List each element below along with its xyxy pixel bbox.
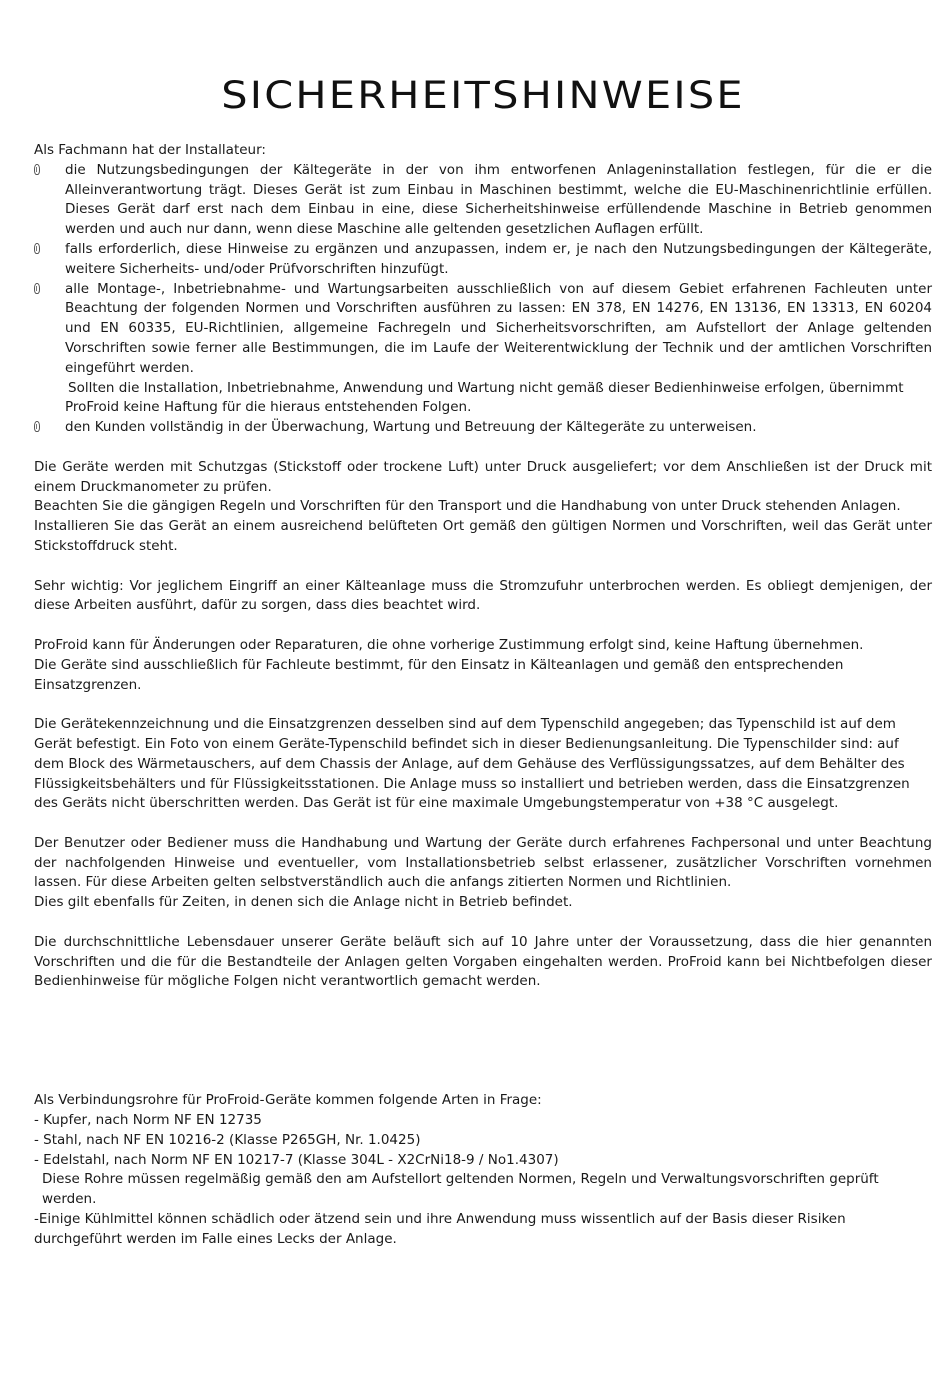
list-item-text: die Nutzungsbedingungen der Kältegeräte in der von ihm entworfenen Anlageninstallation festlegen, für die er die Alleinverantwortung trägt. Dieses Gerät ist zum Einbau in Maschinen bestimmt, welche die EU-Maschinenrichtlinie erfüllen. Dieses Gerät darf erst nach dem Einbau in eine, diese Sicherheitshinweise erfüllendende Maschine in Betrieb genommen werden und auch nur dann, wenn diese Maschine alle geltenden gesetzlichen Auflagen erfüllt.: [65, 161, 932, 238]
transport-rules-paragraph: Beachten Sie die gängigen Regeln und Vorschriften für den Transport und die Handhabung von unter Druck stehenden Anlagen.: [34, 498, 901, 515]
liability-paragraph: ProFroid kann für Änderungen oder Reparaturen, die ohne vorherige Zustimmung erfolgt sind, keine Haftung übernehmen.: [34, 636, 864, 653]
professionals-paragraph: Die Geräte sind ausschließlich für Fachleute bestimmt, für den Einsatz in Kälteanlagen und gemäß den entsprechenden Einsatzgrenzen.: [34, 656, 844, 693]
installer-duties-list: [34, 161, 932, 379]
installer-duties-list-continued: [34, 418, 932, 438]
refrigerant-warning: -Einige Kühlmittel können schädlich oder ätzend sein und ihre Anwendung muss wissentlich auf der Basis dieser Risiken durchgeführt werden im Falle eines Lecks der Anlage.: [34, 1211, 846, 1247]
pipe-item: - Kupfer, nach Norm NF EN 12735: [34, 1112, 262, 1129]
list-item-text: den Kunden vollständig in der Überwachung, Wartung und Betreuung der Kältegeräte zu unterweisen.: [65, 419, 757, 436]
intro-text: Als Fachmann hat der Installateur:: [34, 142, 266, 158]
lifetime-paragraph: Die durchschnittliche Lebensdauer unserer Geräte beläuft sich auf 10 Jahre unter der Voraussetzung, dass die hier genannten Vorschriften und die für die Bestandteile der Anlagen gelten Vorgaben eingehalten werden. ProFroid kann bei Nichtbefolgen dieser Bedienhinweise für mögliche Folgen nicht verantwortlich gemacht werden.: [34, 933, 932, 990]
document-body: [34, 141, 932, 1250]
pipe-inspection-text: Diese Rohre müssen regelmäßig gemäß den am Aufstellort geltenden Normen, Regeln und Verwaltungsvorschriften geprüft werden.: [42, 1171, 879, 1208]
liability-note-text: Sollten die Installation, Inbetriebnahme, Anwendung und Wartung nicht gemäß dieser Bedienhinweise erfolgen, übernimmt ProFroid keine Haftung für die hieraus entstehenden Folgen.: [65, 379, 904, 416]
liability-note: [34, 379, 932, 419]
list-item-text: alle Montage-, Inbetriebnahme- und Wartungsarbeiten ausschließlich von auf diesem Gebiet erfahrenen Fachleuten unter Beachtung der folgenden Normen und Vorschriften ausführen zu lassen: EN 378, EN 14276, EN 13136, EN 13313, EN 60204 und EN 60335, EU-Richtlinien, allgemeine Fachregeln und Sicherheitsvorschriften, am Aufstellort der Anlage geltenden Vorschriften sowie ferner alle Bestimmungen, die im Laufe der Weiterentwicklung der Technik und der amtlichen Vorschriften eingeführt werden.: [65, 280, 932, 376]
bullet-icon: [34, 164, 40, 175]
bullet-icon: [34, 283, 40, 294]
list-item: [34, 240, 932, 280]
list-item-text: falls erforderlich, diese Hinweise zu ergänzen und anzupassen, indem er, je nach den Nutzungsbedingungen der Kältegeräte, weitere Sicherheits- und/oder Prüfvorschriften hinzufügt.: [65, 240, 932, 277]
important-warning-paragraph: Sehr wichtig: Vor jeglichem Eingriff an einer Kälteanlage muss die Stromzufuhr unterbrochen werden. Es obliegt demjenigen, der diese Arbeiten ausführt, dafür zu sorgen, dass dies beachtet wird.: [34, 577, 932, 614]
downtime-paragraph: Dies gilt ebenfalls für Zeiten, in denen sich die Anlage nicht in Betrieb befindet.: [34, 894, 573, 911]
list-item: [34, 418, 932, 438]
bullet-icon: [34, 421, 40, 432]
bullet-icon: [34, 243, 40, 254]
page-title: SICHERHEITSHINWEISE: [221, 74, 745, 117]
pipes-intro: Als Verbindungsrohre für ProFroid-Geräte kommen folgende Arten in Frage:: [34, 1092, 542, 1109]
ventilation-paragraph: Installieren Sie das Gerät an einem ausreichend belüfteten Ort gemäß den gültigen Normen und Vorschriften, weil das Gerät unter Stickstoffdruck steht.: [34, 518, 932, 554]
list-item: [34, 161, 932, 240]
pipe-item: - Edelstahl, nach Norm NF EN 10217-7 (Klasse 304L - X2CrNi18-9 / No1.4307): [34, 1151, 559, 1168]
nameplate-paragraph: Die Gerätekennzeichnung und die Einsatzgrenzen desselben sind auf dem Typenschild angegeben; das Typenschild ist auf dem Gerät befestigt. Ein Foto von einem Geräte-Typenschild befindet sich in dieser Bedienungsanleitung. Die Typenschilder sind: auf dem Block des Wärmetauschers, auf dem Chassis der Anlage, auf dem Gehäuse des Verflüssigungssatzes, auf dem Behälter des Flüssigkeitsbehälters und für Flüssigkeitsstationen. Die Anlage muss so installiert und betrieben werden, dass die Einsatzgrenzen des Geräts nicht überschritten werden. Das Gerät ist für eine maximale Umgebungstemperatur von +38 °C ausgelegt.: [34, 716, 910, 812]
operator-paragraph: Der Benutzer oder Bediener muss die Handhabung und Wartung der Geräte durch erfahrenes Fachpersonal und unter Beachtung der nachfolgenden Hinweise und eventueller, vom Installationsbetrieb selbst erlassener, zusätzlicher Vorschriften vornehmen lassen. Für diese Arbeiten gelten selbstverständlich auch die anfangs zitierten Normen und Richtlinien.: [34, 834, 932, 891]
list-item: [34, 280, 932, 379]
pipe-item: - Stahl, nach NF EN 10216-2 (Klasse P265GH, Nr. 1.0425): [34, 1131, 421, 1148]
protective-gas-paragraph: Die Geräte werden mit Schutzgas (Stickstoff oder trockene Luft) unter Druck ausgeliefert; vor dem Anschließen ist der Druck mit einem Druckmanometer zu prüfen.: [34, 458, 932, 495]
